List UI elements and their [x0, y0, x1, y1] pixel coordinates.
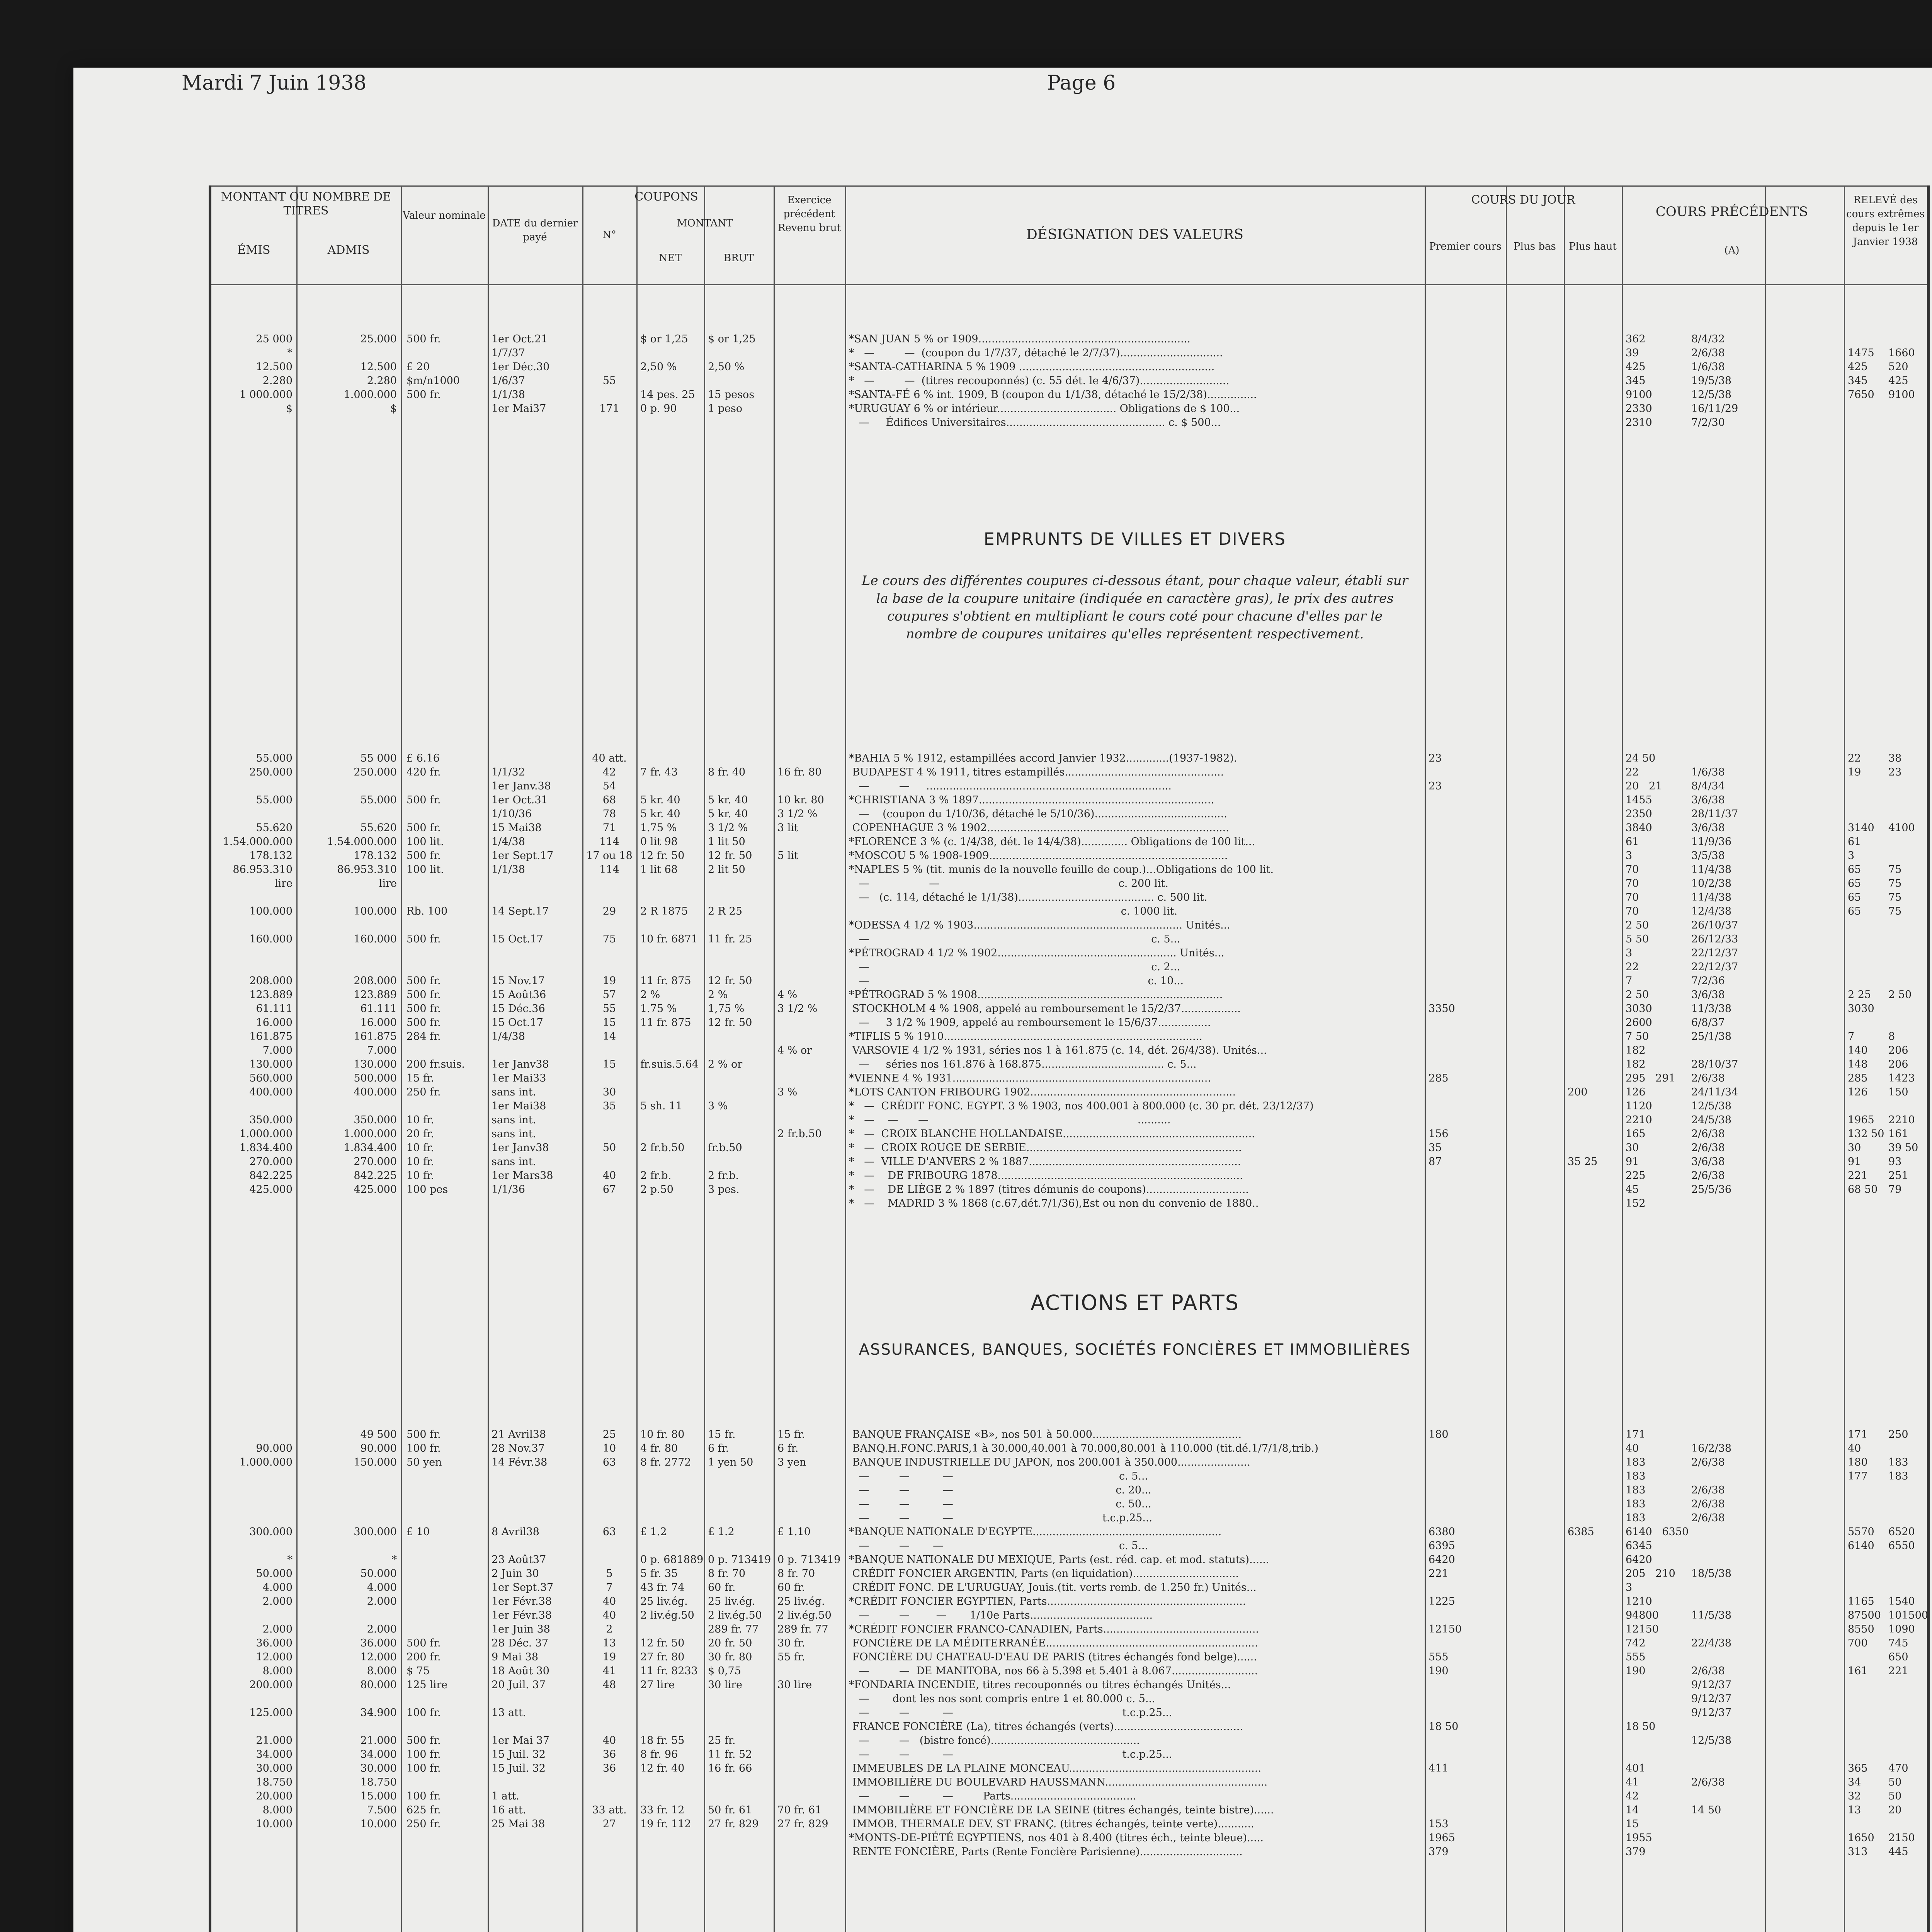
header-premier: Premier cours [1429, 241, 1502, 252]
header-emis: ÉMIS [237, 243, 270, 257]
header-plus-haut: Plus haut [1569, 241, 1617, 252]
block1-admis: 25.000 12.500 2.280 1.000.000 $ [344, 333, 397, 415]
block2-prec-date: 1/6/38 8/4/34 3/6/38 28/11/37 3/6/38 11/9/36 3/5/38 11/4/38 10/2/38 11/4/38 12/4/38 26/10/37 26/12/33 22/12/37 22/12/37 7/2/36 3/6/38 11/3/38 6/8/37 25/1/38 28/10/37 2/6/38 24/11/34 12/5/38 24/5/38 2/6/38 2/6/38 3/6/38 2/6/38 25/5/36 [1691, 766, 1738, 1196]
section-assurances: ASSURANCES, BANQUES, SOCIÉTÉS FONCIÈRES ET IMMOBILIÈRES [859, 1341, 1411, 1359]
block3-num: 25 10 63 63 5 7 40 40 2 13 19 41 48 40 36 36 33 att. 27 [592, 1429, 627, 1830]
header-montant: MONTANT OU NOMBRE DE TITRES [221, 190, 391, 218]
block2-designation: *BAHIA 5 % 1912, estampillées accord Janvier 1932.............(1937-1982). BUDAPEST 4 % 1911, titres estampillés................................................ — — .......................................................................... *CHRISTIANA 3 % 1897....................................................................... — (coupon du 1/10/36, détaché le 5/10/36)........................................ COPENHAGUE 3 % 1902......................................................................... *FLORENCE 3 % (c. 1/4/38, dét. le 14/4/38).............. Obligations de 100 lit... *MOSCOU 5 % 1908-1909........................................................................ *NAPLES 5 % (tit. munis de la nouvelle feuille de coup.)...Obligations de 100 lit. — — c. 200 lit. — (c. 114, détaché le 1/1/38)......................................... c. 500 lit. c. 1000 lit. *ODESSA 4 1/2 % 1903............................................................... Unités... — c. 5... *PÉTROGRAD 4 1/2 % 1902...................................................... Unités... — c. 2... — c. 10... *PÉTROGRAD 5 % 1908.......................................................................... STOCKHOLM 4 % 1908, appelé au remboursement le 15/2/37.................. — 3 1/2 % 1909, appelé au remboursement le 15/6/37................ *TIFLIS 5 % 1910.............................................................................. VARSOVIE 4 1/2 % 1931, séries nos 1 à 161.875 (c. 14, dét. 26/4/38). Unités... — séries nos 161.876 à 168.875..................................... c. 5... *VIENNE 4 % 1931.............................................................................. *LOTS CANTON FRIBOURG 1902.............................................................. * — CRÉDIT FONC. EGYPT. 3 % 1903, nos 400.001 à 800.000 (c. 30 pr. dét. 23/12/37) * — — — .......... * — CROIX BLANCHE HOLLANDAISE.......................................................... * — CROIX ROUGE DE SERBIE................................................................. * — VILLE D'ANVERS 2 % 1887................................................................ * — DE FRIBOURG 1878.......................................................................... * — DE LIÈGE 2 % 1897 (titres démunis de coupons)............................... * — MADRID 3 % 1868 (c.67,dét.7/1/36),Est ou non du convenio de 1880.. [849, 752, 1314, 1209]
col-rule [774, 185, 775, 1932]
header-coupons: COUPONS [634, 190, 698, 204]
block2-prec: 24 50 22 20 21 1455 2350 3840 61 3 70 70 70 70 2 50 5 50 3 22 7 2 50 3030 2600 7 50 182 182 295 291 126 1120 2210 165 30 91 225 45 152 [1626, 752, 1675, 1209]
section-note: Le cours des différentes coupures ci-dessous étant, pour chaque valeur, établi sur la base de la coupure unitaire (indiquée en caractère gras), le prix des autres coupures s'obtient en multipliant le cours coté pour chacune d'elles par le nombre de coupures unitaires qu'elles représentent respectivement. [862, 573, 1408, 642]
block1-designation: *SAN JUAN 5 % or 1909................................................................ * — — (coupon du 1/7/37, détaché le 2/7/37)............................... *SANTA-CATHARINA 5 % 1909 ........................................................... * — — (titres recouponnés) (c. 55 dét. le 4/6/37)........................... *SANTA-FÉ 6 % int. 1909, B (coupon du 1/1/38, détaché le 15/2/38)............... *URUGUAY 6 % or intérieur.................................... Obligations de $ 100... — Édifices Universitaires................................................ c. $ 500... [849, 333, 1257, 429]
block3-admis: 49 500 90.000 150.000 300.000 * 50.000 4.000 2.000 2.000 36.000 12.000 8.000 80.000 34.900 21.000 34.000 30.000 18.750 15.000 7.500 10.000 [354, 1429, 397, 1830]
header-date-paye: DATE du dernier payé [492, 218, 578, 243]
block2-exercice: 16 fr. 80 10 kr. 80 3 1/2 % 3 lit 5 lit 4 % 3 1/2 % 4 % or 3 % 2 fr.b.50 [777, 766, 824, 1140]
row-rule [211, 185, 1927, 187]
col-rule [1425, 185, 1426, 1932]
block1-prec-date: 8/4/32 2/6/38 1/6/38 19/5/38 12/5/38 16/11/29 7/2/30 [1691, 333, 1738, 429]
block2-premier: 23 23 3350 285 156 35 87 [1429, 752, 1455, 1168]
block3-releve-low: 171 40 180 177 5570 6140 1165 87500 8550 700 161 365 34 32 13 1650 313 [1848, 1429, 1881, 1858]
header-cours-precedents: COURS PRÉCÉDENTS [1655, 204, 1808, 219]
header-brut: BRUT [724, 252, 754, 264]
block2-valeur: £ 6.16 420 fr. 500 fr. 500 fr. 100 lit. 500 fr. 100 lit. Rb. 100 500 fr. 500 fr. 500 fr. 500 fr. 500 fr. 284 fr. 200 fr.suis. 15 fr. 250 fr. 10 fr. 20 fr. 10 fr. 10 fr. 10 fr. 100 pes [406, 752, 465, 1196]
block2-releve-high: 38 23 4100 75 75 75 75 2 50 8 206 206 1423 150 2210 161 39 50 93 251 79 [1888, 752, 1918, 1196]
header-exercice: Exercice précédent Revenu brut [777, 194, 841, 234]
block1-num: 55 171 [599, 375, 619, 415]
block3-prec-date: 16/2/38 2/6/38 2/6/38 2/6/38 2/6/38 18/5/38 11/5/38 22/4/38 2/6/38 9/12/37 9/12/37 9/12/37 12/5/38 2/6/38 14 50 [1691, 1442, 1732, 1816]
block2-releve-low: 22 19 3140 61 3 65 65 65 65 2 25 3030 7 140 148 285 126 1965 132 50 30 91 221 68 50 [1848, 752, 1884, 1196]
block1-date: 1er Oct.21 1/7/37 1er Déc.30 1/6/37 1/1/38 1er Mai37 [492, 333, 550, 415]
block1-valeur: 500 fr. £ 20 $m/n1000 500 fr. [406, 333, 460, 401]
block3-brut: 15 fr. 6 fr. 1 yen 50 £ 1.2 0 p. 713419 8 fr. 70 60 fr. 25 liv.ég. 2 liv.ég.50 289 fr. 77 20 fr. 50 30 fr. 80 $ 0,75 30 lire 25 fr. 11 fr. 52 16 fr. 66 50 fr. 61 27 fr. 829 [708, 1429, 771, 1830]
block2-admis: 55 000 250.000 55.000 55.620 1.54.000.000 178.132 86.953.310 lire 100.000 160.000 208.000 123.889 61.111 16.000 161.875 7.000 130.000 500.000 400.000 350.000 1.000.000 1.834.400 270.000 842.225 425.000 [327, 752, 397, 1196]
quotation-table [209, 185, 1930, 1932]
section-emprunts: EMPRUNTS DE VILLES ET DIVERS [983, 529, 1286, 549]
row-rule [211, 284, 1927, 285]
col-rule [401, 185, 402, 1932]
header-montant-coupon: MONTANT [677, 218, 733, 229]
block3-designation: BANQUE FRANÇAISE «B», nos 501 à 50.000............................................. BANQ.H.FONC.PARIS,1 à 30.000,40.001 à 70.000,80.001 à 110.000 (tit.dé.1/7/1/8,trib.) BANQUE INDUSTRIELLE DU JAPON, nos 200.001 à 350.000...................... — — — c. 5... — — — c. 20... — — — c. 50... — — — t.c.p.25... *BANQUE NATIONALE D'EGYPTE......................................................... — — — c. 5... *BANQUE NATIONALE DU MEXIQUE, Parts (est. réd. cap. et mod. statuts)...... CRÉDIT FONCIER ARGENTIN, Parts (en liquidation)................................ CRÉDIT FONC. DE L'URUGUAY, Jouis.(tit. verts remb. de 1.250 fr.) Unités... *CRÉDIT FONCIER EGYPTIEN, Parts............................................................ — — — 1/10e Parts..................................... *CRÉDIT FONCIER FRANCO-CANADIEN, Parts............................................... FONCIÈRE DE LA MÉDITERRANÉE................................................................ FONCIÈRE DU CHATEAU-D'EAU DE PARIS (titres échangés fond belge)...... — — DE MANITOBA, nos 66 à 5.398 et 5.401 à 8.067.......................... *FONDARIA INCENDIE, titres recouponnés ou titres échangés Unités... — dont les nos sont compris entre 1 et 80.000 c. 5... — — — t.c.p.25... FRANCE FONCIÈRE (La), titres échangés (verts)....................................... — — (bistre foncé)............................................. — — — t.c.p.25... IMMEUBLES DE LA PLAINE MONCEAU.......................................................... IMMOBILIÈRE DU BOULEVARD HAUSSMANN................................................. — — — Parts...................................... IMMOBILIÈRE ET FONCIÈRE DE LA SEINE (titres échangés, teinte bistre)...... IMMOB. THERMALE DEV. ST FRANÇ. (titres échangés, teinte verte)........... *MONTS-DE-PIÉTÉ EGYPTIENS, nos 401 à 8.400 (titres éch., teinte bleue)..... RENTE FONCIÈRE, Parts (Rente Foncière Parisienne)............................... [849, 1429, 1319, 1858]
block3-net: 10 fr. 80 4 fr. 80 8 fr. 2772 £ 1.2 0 p. 681889 5 fr. 35 43 fr. 74 25 liv.ég. 2 liv.ég.50 12 fr. 50 27 fr. 80 11 fr. 8233 27 lire 18 fr. 55 8 fr. 96 12 fr. 40 33 fr. 12 19 fr. 112 [640, 1429, 704, 1830]
col-rule [296, 185, 298, 1932]
header-releve: RELEVÉ des cours extrêmes depuis le 1er Janvier 1938 [1846, 194, 1925, 248]
block3-valeur: 500 fr. 100 fr. 50 yen £ 10 500 fr. 200 fr. $ 75 125 lire 100 fr. 500 fr. 100 fr. 100 fr. 100 fr. 625 fr. 250 fr. [406, 1429, 448, 1830]
col-rule [1622, 185, 1623, 1932]
col-rule [636, 185, 638, 1932]
block2-brut: 8 fr. 40 5 kr. 40 5 kr. 40 3 1/2 % 1 lit 50 12 fr. 50 2 lit 50 2 R 25 11 fr. 25 12 fr. 50 2 % 1,75 % 12 fr. 50 2 % or 3 % fr.b.50 2 fr.b. 3 pes. [708, 766, 752, 1196]
block2-haut: 200 35 25 [1568, 1086, 1598, 1168]
col-rule [704, 185, 705, 1932]
header-plus-bas: Plus bas [1514, 241, 1556, 252]
header-designation: DÉSIGNATION DES VALEURS [1026, 227, 1244, 243]
block1-brut: $ or 1,25 2,50 % 15 pesos 1 peso [708, 333, 756, 415]
block1-releve-low: 1475 425 345 7650 [1848, 347, 1874, 401]
block2-emis: 55.000 250.000 55.000 55.620 1.54.000.000 178.132 86.953.310 lire 100.000 160.000 208.000 123.889 61.111 16.000 161.875 7.000 130.000 560.000 400.000 350.000 1.000.000 1.834.400 270.000 842.225 425.000 [223, 752, 293, 1196]
block2-net: 7 fr. 43 5 kr. 40 5 kr. 40 1.75 % 0 lit 98 12 fr. 50 1 lit 68 2 R 1875 10 fr. 6871 11 fr. 875 2 % 1.75 % 11 fr. 875 fr.suis.5.64 5 sh. 11 2 fr.b.50 2 fr.b. 2 p.50 [640, 766, 699, 1196]
col-rule [1844, 185, 1845, 1932]
block3-prec: 171 40 183 183 183 183 183 6140 6350 6345 6420 205 210 3 1210 94800 12150 742 555 190 18 50 401 41 42 14 15 1955 379 [1626, 1429, 1689, 1858]
block3-exercice: 15 fr. 6 fr. 3 yen £ 1.10 0 p. 713419 8 fr. 70 60 fr. 25 liv.ég. 2 liv.ég.50 289 fr. 77 30 fr. 55 fr. 30 lire 70 fr. 61 27 fr. 829 [777, 1429, 841, 1830]
block3-premier: 180 6380 6395 6420 221 1225 12150 555 190 18 50 411 153 1965 379 [1429, 1429, 1462, 1858]
block2-date: 1/1/32 1er Janv.38 1er Oct.31 1/10/36 15 Mai38 1/4/38 1er Sept.17 1/1/38 14 Sept.17 15 Oct.17 15 Nov.17 15 Août36 15 Déc.36 15 Oct.17 1/4/38 1er Janv38 1er Mai33 sans int. 1er Mai38 sans int. sans int. 1er Janv38 sans int. 1er Mars38 1/1/36 [492, 766, 554, 1196]
col-rule [1506, 185, 1507, 1932]
header-net: NET [658, 252, 682, 264]
header-valeur: Valeur nominale [403, 210, 486, 221]
header-numero: N° [602, 229, 616, 241]
col-rule [845, 185, 846, 1932]
block1-emis: 25 000 * 12.500 2.280 1 000.000 $ [239, 333, 293, 415]
block3-haut: 6385 [1568, 1526, 1594, 1538]
block3-emis: 90.000 1.000.000 300.000 * 50.000 4.000 2.000 2.000 36.000 12.000 8.000 200.000 125.000 21.000 34.000 30.000 18.750 20.000 8.000 10.000 [239, 1442, 293, 1830]
header-cours-jour: COURS DU JOUR [1471, 193, 1575, 207]
header-admis: ADMIS [327, 243, 370, 257]
block3-releve-high: 250 183 183 6520 6550 1540 101500 1090 745 650 221 470 50 50 20 2150 445 [1888, 1429, 1929, 1858]
block1-net: $ or 1,25 2,50 % 14 pes. 25 0 p. 90 [640, 333, 695, 415]
block1-prec: 362 39 425 345 9100 2330 2310 [1626, 333, 1652, 429]
col-rule [488, 185, 489, 1932]
block2-num: 40 att. 42 54 68 78 71 114 17 ou 18 114 29 75 19 57 55 15 14 15 30 35 50 40 67 [586, 752, 633, 1196]
col-rule [1564, 185, 1565, 1932]
page-number: Page 6 [1047, 71, 1116, 95]
header-a: (A) [1724, 245, 1740, 256]
section-actions: ACTIONS ET PARTS [1030, 1291, 1240, 1315]
col-rule [1765, 185, 1766, 1932]
block1-releve-high: 1660 520 425 9100 [1888, 347, 1915, 401]
block3-date: 21 Avril38 28 Nov.37 14 Févr.38 8 Avril38 23 Août37 2 Juin 30 1er Sept.37 1er Févr.38 1er Févr.38 1er Juin 38 28 Déc. 37 9 Mai 38 18 Août 30 20 Juil. 37 13 att. 1er Mai 37 15 Juil. 32 15 Juil. 32 1 att. 16 att. 25 Mai 38 [492, 1429, 554, 1830]
issue-date: Mardi 7 Juin 1938 [182, 71, 367, 95]
